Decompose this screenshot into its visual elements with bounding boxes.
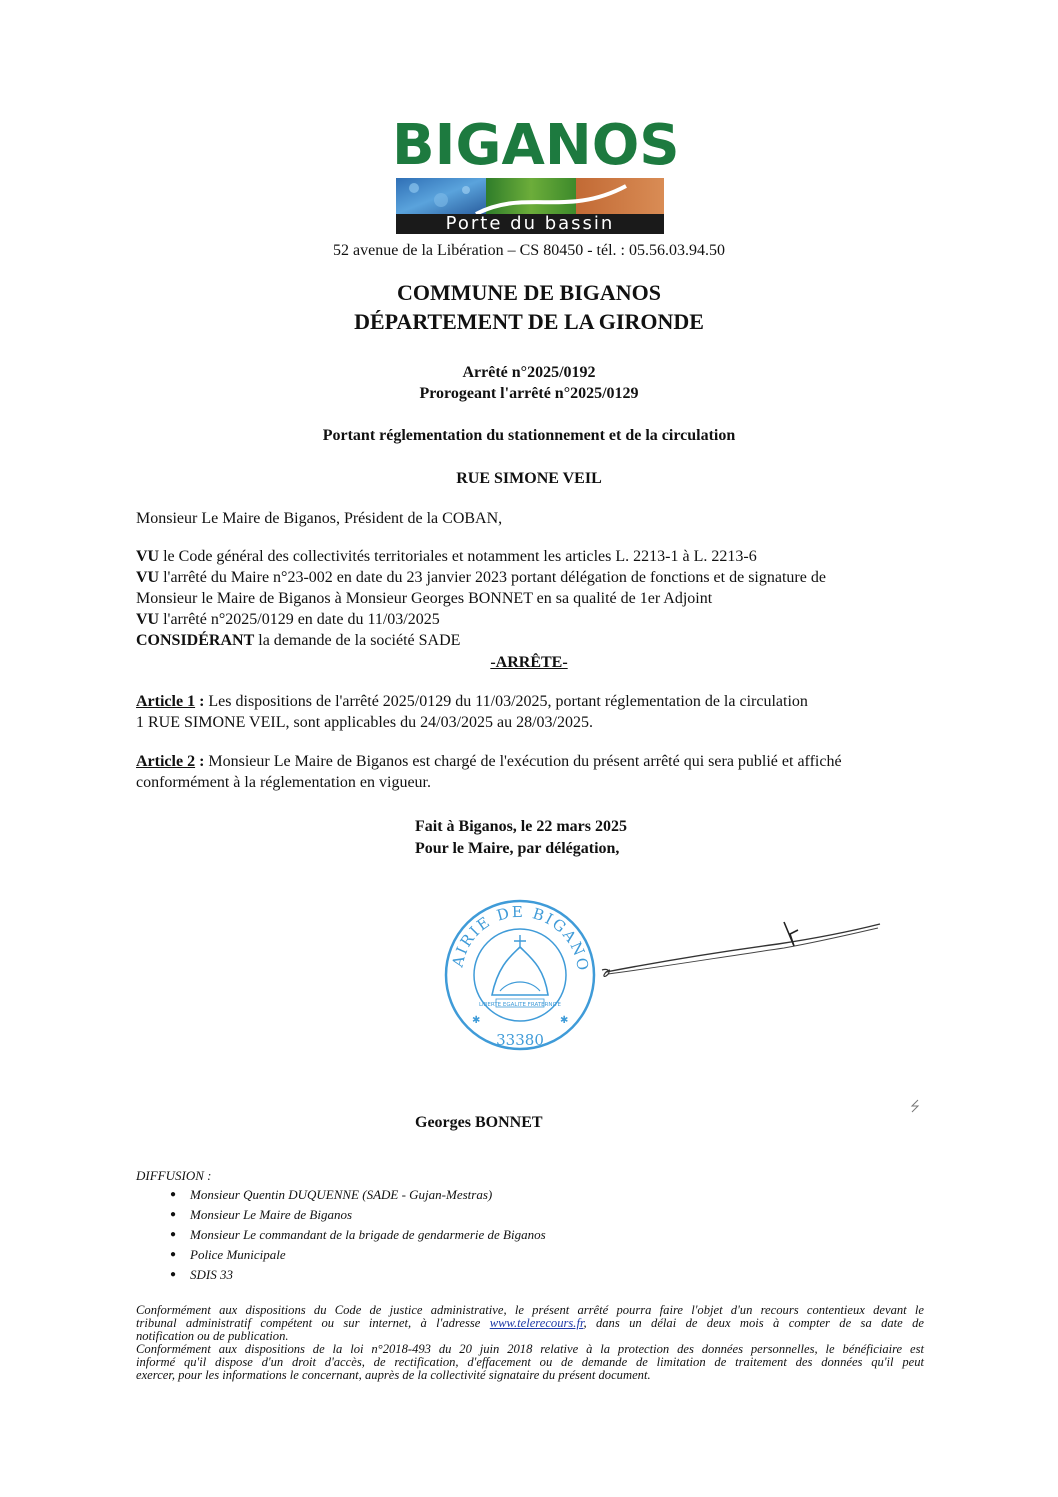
signature-mark-icon bbox=[908, 1098, 922, 1114]
logo-image-band bbox=[396, 178, 664, 214]
logo-tagline: Porte du bassin bbox=[396, 214, 664, 234]
arrete-heading: -ARRÊTE- bbox=[490, 654, 568, 671]
delegation-line: Pour le Maire, par délégation, bbox=[415, 840, 620, 857]
legal-rgpd-line-1: Conformément aux dispositions de la loi n°2018-493 du 20 juin 2018 relative à la protection des données personnelles, le bénéficiaire est bbox=[136, 1342, 924, 1356]
arrete-number: Arrêté n°2025/0192 bbox=[462, 364, 596, 381]
svg-text:MAIRIE DE BIGANOS bbox=[440, 895, 592, 974]
stamp-top-text: AIRIE DE BIGANO bbox=[448, 902, 593, 974]
stamp-code-text: 33380 bbox=[496, 1031, 544, 1049]
telerecours-link[interactable]: www.telerecours.fr bbox=[489, 1316, 584, 1330]
signatory-name: Georges BONNET bbox=[415, 1114, 543, 1131]
vu-block bbox=[136, 546, 936, 651]
legal-recours-line-3: notification ou de publication. bbox=[136, 1329, 289, 1343]
list-item: ● Police Municipale bbox=[136, 1248, 836, 1268]
vu-line-2-cont: Monsieur le Maire de Biganos à Monsieur Georges BONNET en sa qualité de 1er Adjoint bbox=[136, 590, 713, 607]
article-1: Article 1 : Les dispositions de l'arrêté 2025/0129 du 11/03/2025, portant réglementation de la circulation 1 RUE SIMONE VEIL, sont applicables du 24/03/2025 au 28/03/2025. bbox=[136, 693, 808, 731]
article-1-label: Article 1 bbox=[136, 693, 196, 710]
legal-rgpd-line-3: exercer, pour les informations le concernant, auprès de la collectivité signataire du présent document. bbox=[136, 1368, 651, 1382]
vu-line-1: VU le Code général des collectivités territoriales et notamment les articles L. 2213-1 à L. 2213-6 bbox=[136, 548, 757, 565]
list-item: ● Monsieur Le commandant de la brigade de gendarmerie de Biganos bbox=[136, 1228, 836, 1248]
place-date: Fait à Biganos, le 22 mars 2025 bbox=[415, 818, 627, 835]
address-line: 52 avenue de la Libération – CS 80450 - tél. : 05.56.03.94.50 bbox=[333, 242, 725, 259]
list-item: ● SDIS 33 bbox=[136, 1268, 836, 1288]
arrete-prorogation: Prorogeant l'arrêté n°2025/0129 bbox=[419, 385, 639, 402]
svg-text:✱: ✱ bbox=[560, 1015, 569, 1026]
diffusion-list bbox=[136, 1188, 836, 1288]
legal-recours-line-2: tribunal administratif compétent ou sur internet, à l'adresse www.telerecours.fr, dans un délai de deux mois à compter de sa date de bbox=[136, 1316, 924, 1330]
vu-line-3: VU l'arrêté n°2025/0129 en date du 11/03/2025 bbox=[136, 611, 440, 628]
vu-line-2: VU l'arrêté du Maire n°23-002 en date du 23 janvier 2023 portant délégation de fonctions et de signature de bbox=[136, 569, 826, 586]
biganos-logo bbox=[392, 113, 680, 234]
legal-recours-line-1: Conformément aux dispositions du Code de justice administrative, le présent arrêté pourra faire l'objet d'un recours contentieux devant le bbox=[136, 1303, 924, 1317]
article-2-label: Article 2 bbox=[136, 753, 196, 770]
logo-wordmark: BIGANOS bbox=[392, 113, 680, 178]
handwritten-signature bbox=[598, 912, 888, 982]
legal-rgpd-line-2: informé qu'il dispose d'un droit d'accès, de rectification, d'effacement ou de demande de limitation de traitement des données qu'il peut bbox=[136, 1355, 924, 1369]
mairie-stamp bbox=[440, 895, 600, 1055]
considerant-line: CONSIDÉRANT la demande de la société SADE bbox=[136, 632, 461, 649]
diffusion-heading: DIFFUSION : bbox=[136, 1168, 212, 1183]
svg-text:✱: ✱ bbox=[472, 1015, 481, 1026]
commune-title: COMMUNE DE BIGANOS bbox=[396, 280, 661, 305]
street-name: RUE SIMONE VEIL bbox=[456, 470, 602, 487]
mayor-line: Monsieur Le Maire de Biganos, Président de la COBAN, bbox=[136, 510, 503, 527]
stamp-banner-text: LIBERTE EGALITE FRATERNITE bbox=[478, 1002, 562, 1008]
article-2: Article 2 : Monsieur Le Maire de Biganos est chargé de l'exécution du présent arrêté qui sera publié et affiché conformément à la réglementation en vigueur. bbox=[136, 753, 842, 791]
arrete-subject: Portant réglementation du stationnement et de la circulation bbox=[322, 427, 736, 444]
departement-title: DÉPARTEMENT DE LA GIRONDE bbox=[354, 309, 704, 334]
list-item: ● Monsieur Le Maire de Biganos bbox=[136, 1208, 836, 1228]
list-item: ● Monsieur Quentin DUQUENNE (SADE - Gujan-Mestras) bbox=[136, 1188, 836, 1208]
